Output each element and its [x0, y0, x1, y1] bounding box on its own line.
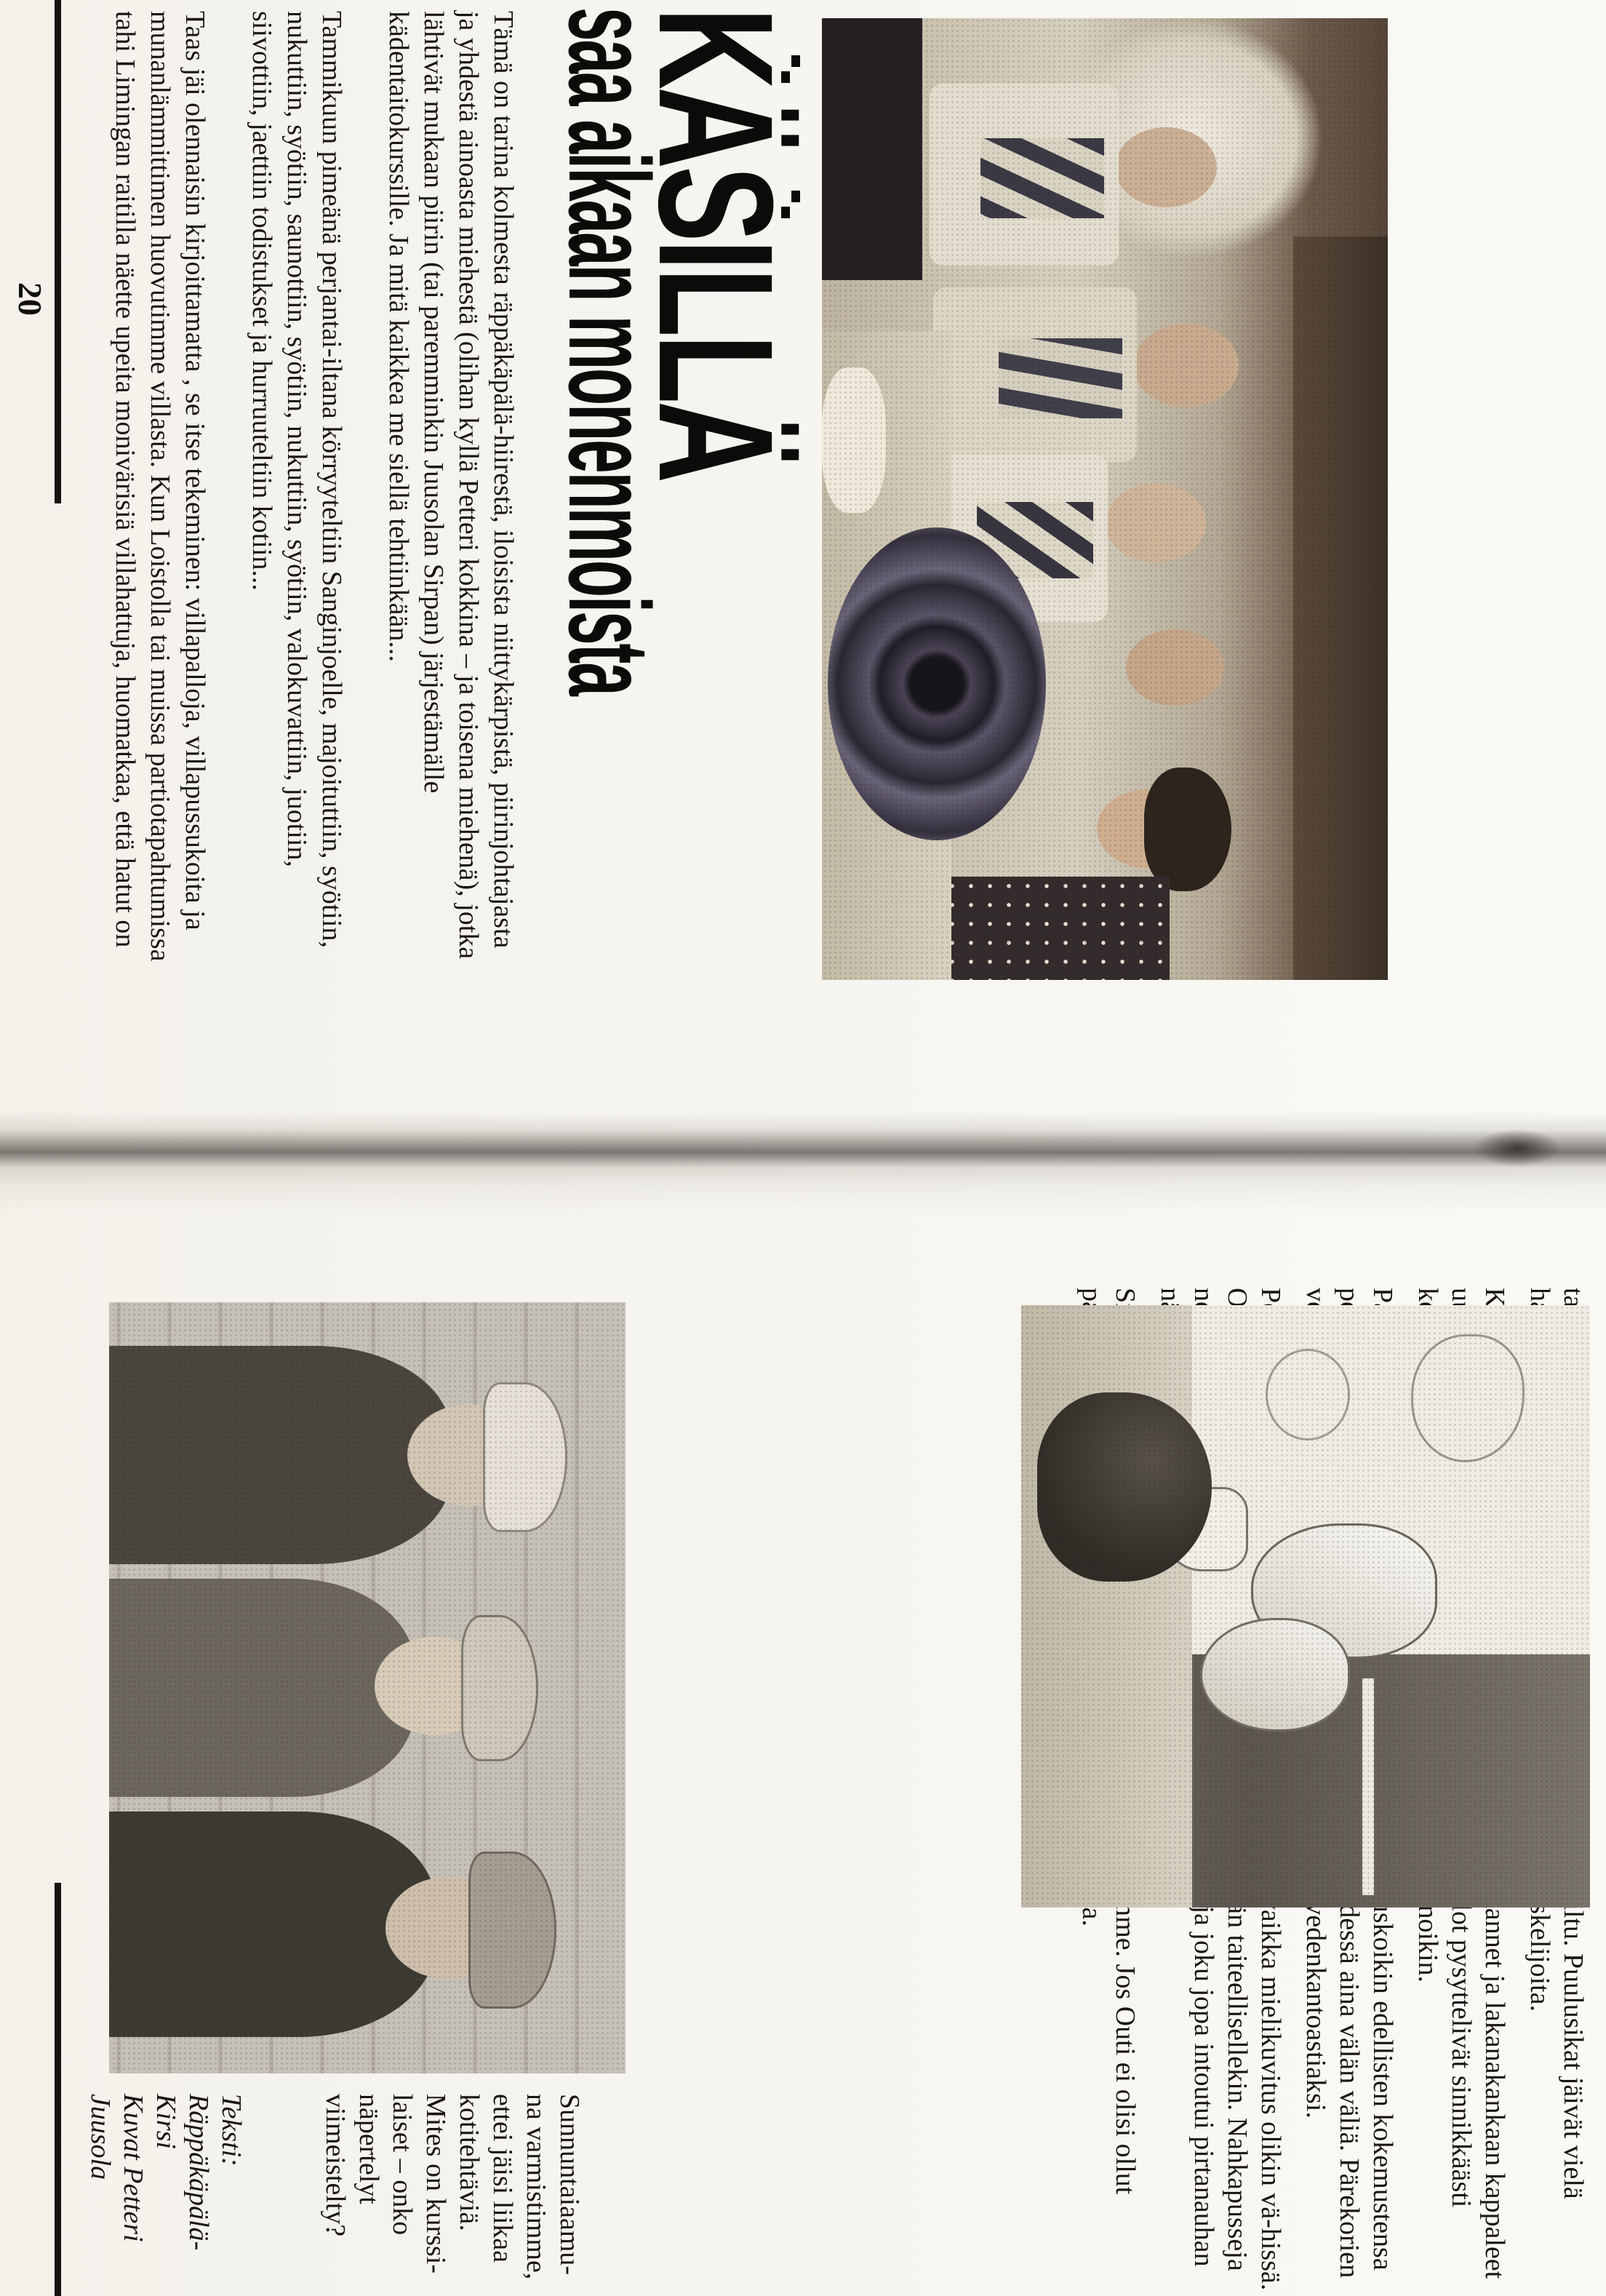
craft-group-photo [822, 18, 1388, 980]
photo-scarf [980, 138, 1104, 218]
photo-foreground-dark [822, 18, 922, 280]
text-photo-credit: Teksti: Räppäkäpälä- Kirsi Kuvat Petteri Juusola [85, 2094, 247, 2251]
photo-hat-left [483, 1382, 567, 1532]
photo-dark-hair [1144, 768, 1231, 891]
photo-white-item [822, 367, 886, 513]
page21-sidebar-note: Sunnuntaiaamu- na varmistimme, ettei jäisi liikaa kotitehtäviä. Mites on kurssi- laiset – onko näpertelyt viimeistelty? [320, 2094, 585, 2280]
photo-face [1106, 484, 1206, 562]
pottery-photo [1021, 1305, 1590, 1908]
photo-hat-center [461, 1615, 538, 1761]
photo-beam [1293, 236, 1388, 980]
headline-main: KÄSILLÄ [625, 7, 807, 481]
photo-face [1133, 324, 1239, 407]
footer-rule-page21 [55, 1883, 61, 2296]
center-fold-crease [0, 1112, 1606, 1213]
footer-rule-page20 [55, 0, 61, 503]
photo-scarf [999, 338, 1122, 418]
photo-face [1126, 629, 1224, 706]
photo-figure-left [109, 1346, 451, 1564]
photo-floral-dress [930, 877, 1170, 980]
photo-pitcher [1200, 1618, 1350, 1731]
photo-sketch [1266, 1349, 1350, 1440]
photo-hat-right [468, 1851, 556, 2009]
page21-article [1063, 1288, 1590, 2295]
paragraph-lead: Tämä on tarina kolmesta räppäkäpälä-hiirestä, iloisista niittykärpistä, piirinjohtajasta ja yhdestä ainoasta miehestä (olihan kyllä Petteri kokkina – ja toisena miehenä), jotka lähtivät mukaan piirin (tai paremminkin Juusolan Sirpan) järjestämälle kädentaitokurssille. Ja mitä kaikkea me siellä tehtiinkään... [383, 11, 519, 960]
paragraph: Tammikuun pimeänä perjantai-iltana körryyteltiin Sanginjoelle, majoituttiin, syötiin, nukuttiin, syötiin, saunottiin, syötiin, nukuttiin, syötiin, valokuvattiin, juotiin, siivottiin, jaettiin todistukset ja hurruuteltiin kotiin... [247, 11, 347, 949]
page20-body-text [76, 11, 521, 1135]
paragraph: Taas jäi olennaisin kirjoittamatta , se itse tekeminen: villapalloja, villapussukoita ja munanlämmittimen huovutimme villasta. Kun Loistolla tai muissa partiotapahtumissa tahi Limingan raitilla näette upeita monivärisiä villahattuja, huomatkaa, että hatut on [110, 11, 210, 962]
photo-face [1115, 127, 1217, 207]
page-number-20: 20 [12, 282, 49, 316]
fold-shadow-blob [1474, 1129, 1561, 1167]
photo-figure-center [109, 1579, 415, 1797]
photo-tiedye [828, 527, 1046, 840]
three-crafters-photo [109, 1302, 626, 2073]
headline-sub: saa aikaan monenmoista [545, 7, 673, 695]
photo-shelf [1362, 1678, 1374, 1895]
photo-dark-jug [1037, 1392, 1212, 1582]
